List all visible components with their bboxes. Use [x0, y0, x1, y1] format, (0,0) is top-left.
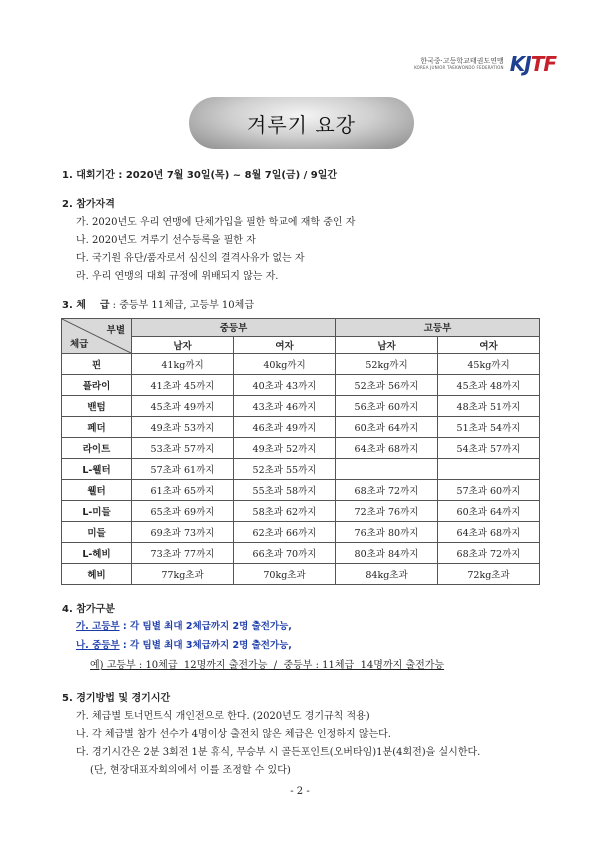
table-row [62, 459, 540, 480]
high-male-cell: 72초과 76까지 [336, 501, 438, 522]
eligibility-item: 라. 우리 연맹의 대회 규정에 위배되지 않는 자. [76, 271, 279, 282]
middle-female-cell: 70kg초과 [234, 564, 336, 585]
weight-class-name: 페더 [62, 417, 132, 438]
header-high-male: 남자 [336, 336, 438, 354]
section-3-line [62, 296, 254, 311]
logo-mark: KJTF [509, 52, 556, 76]
high-male-cell: 52kg까지 [336, 354, 438, 375]
header-middle-school: 중등부 [132, 319, 336, 337]
table-row [62, 501, 540, 522]
high-female-cell: 68초과 72까지 [438, 543, 540, 564]
high-school-label: 가. 고등부 [76, 621, 120, 632]
page-number: - 2 - [290, 786, 310, 797]
middle-male-cell: 65초과 69까지 [132, 501, 234, 522]
weight-class-name: 밴텀 [62, 396, 132, 417]
table-row [62, 375, 540, 396]
high-female-cell: 57초과 60까지 [438, 480, 540, 501]
high-female-cell: 72kg초과 [438, 564, 540, 585]
header-middle-male: 남자 [132, 336, 234, 354]
middle-male-cell: 73초과 77까지 [132, 543, 234, 564]
middle-male-cell: 45초과 49까지 [132, 396, 234, 417]
table-row [62, 543, 540, 564]
high-school-participation [76, 618, 292, 632]
table-row [62, 396, 540, 417]
weight-class-name: 헤비 [62, 564, 132, 585]
table-row [62, 480, 540, 501]
middle-school-rule: : 각 팀별 최대 3체급까지 2명 출전가능, [119, 640, 292, 651]
middle-male-cell: 61초과 65까지 [132, 480, 234, 501]
table-row [62, 354, 540, 375]
weight-class-name: 핀 [62, 354, 132, 375]
weight-class-name: 웰터 [62, 480, 132, 501]
table-corner-cell [62, 319, 132, 354]
title-banner [189, 97, 414, 149]
section-3-desc: : 중등부 11체급, 고등부 10체급 [109, 300, 254, 311]
high-male-cell: 68초과 72까지 [336, 480, 438, 501]
high-male-cell: 52초과 56까지 [336, 375, 438, 396]
high-female-cell: 64초과 68까지 [438, 522, 540, 543]
high-female-cell [438, 459, 540, 480]
weight-class-name: L-헤비 [62, 543, 132, 564]
high-female-cell: 51초과 54까지 [438, 417, 540, 438]
middle-female-cell: 55초과 58까지 [234, 480, 336, 501]
middle-female-cell: 52초과 55까지 [234, 459, 336, 480]
section-1-period: 1. 대회기간 : 2020년 7월 30일(목) ~ 8월 7일(금) / 9일간 [62, 170, 338, 181]
middle-female-cell: 62초과 66까지 [234, 522, 336, 543]
federation-logo [414, 52, 556, 76]
weight-class-name: L-웰터 [62, 459, 132, 480]
high-female-cell: 60초과 64까지 [438, 501, 540, 522]
middle-male-cell: 69초과 73까지 [132, 522, 234, 543]
eligibility-item: 다. 국기원 유단/품자로서 심신의 결격사유가 없는 자 [76, 253, 305, 264]
weight-class-table [61, 318, 540, 585]
weight-class-name: 미들 [62, 522, 132, 543]
high-female-cell: 54초과 57까지 [438, 438, 540, 459]
weight-class-name: 라이트 [62, 438, 132, 459]
high-female-cell: 48초과 51까지 [438, 396, 540, 417]
middle-female-cell: 46초과 49까지 [234, 417, 336, 438]
header-high-school: 고등부 [336, 319, 540, 337]
high-male-cell [336, 459, 438, 480]
middle-male-cell: 49초과 53까지 [132, 417, 234, 438]
middle-male-cell: 77kg초과 [132, 564, 234, 585]
middle-school-participation [76, 637, 292, 651]
middle-male-cell: 41kg까지 [132, 354, 234, 375]
table-row [62, 417, 540, 438]
participation-example: 예) 고등부 : 10체급 12명까지 출전가능 / 중등부 : 11체급 14명까지 출전가능 [90, 660, 445, 671]
high-male-cell: 84kg초과 [336, 564, 438, 585]
high-male-cell: 56초과 60까지 [336, 396, 438, 417]
high-female-cell: 45초과 48까지 [438, 375, 540, 396]
middle-female-cell: 58초과 62까지 [234, 501, 336, 522]
high-male-cell: 60초과 64까지 [336, 417, 438, 438]
logo-english-name: KOREA JUNIOR TAEKWONDO FEDERATION [414, 64, 504, 70]
eligibility-item: 나. 2020년도 겨루기 선수등록을 필한 자 [76, 235, 256, 246]
page-title: 겨루기 요강 [247, 112, 356, 137]
high-female-cell: 45kg까지 [438, 354, 540, 375]
middle-female-cell: 49초과 52까지 [234, 438, 336, 459]
table-row [62, 564, 540, 585]
competition-rule: 가. 체급별 토너먼트식 개인전으로 한다. (2020년도 경기규칙 적용) [76, 711, 370, 722]
high-male-cell: 80초과 84까지 [336, 543, 438, 564]
weight-class-name: 플라이 [62, 375, 132, 396]
middle-male-cell: 57초과 61까지 [132, 459, 234, 480]
header-middle-female: 여자 [234, 336, 336, 354]
high-male-cell: 76초과 80까지 [336, 522, 438, 543]
corner-division-label: 부별 [106, 325, 125, 336]
table-row [62, 438, 540, 459]
section-4-heading: 4. 참가구분 [62, 604, 115, 615]
weight-class-name: L-미들 [62, 501, 132, 522]
middle-school-label: 나. 중등부 [76, 640, 120, 651]
table-row [62, 522, 540, 543]
middle-male-cell: 53초과 57까지 [132, 438, 234, 459]
middle-female-cell: 40kg까지 [234, 354, 336, 375]
competition-rule-note: (단, 현장대표자회의에서 이를 조정할 수 있다) [90, 765, 291, 776]
header-high-female: 여자 [438, 336, 540, 354]
middle-female-cell: 66초과 70까지 [234, 543, 336, 564]
eligibility-item: 가. 2020년도 우리 연맹에 단체가입을 필한 학교에 재학 중인 자 [76, 217, 356, 228]
middle-male-cell: 41초과 45까지 [132, 375, 234, 396]
high-school-rule: : 각 팀별 최대 2체급까지 2명 출전가능, [119, 621, 292, 632]
section-2-heading: 2. 참가자격 [62, 199, 115, 210]
middle-female-cell: 40초과 43까지 [234, 375, 336, 396]
competition-rule: 다. 경기시간은 2분 3회전 1분 휴식, 무승부 시 골든포인트(오버타임)1분(4회전)을 실시한다. [76, 747, 481, 758]
middle-female-cell: 43초과 46까지 [234, 396, 336, 417]
corner-class-label: 체급 [70, 339, 89, 350]
logo-korean-name: 한국중·고등학교태권도연맹 [420, 57, 504, 66]
competition-rule: 나. 각 체급별 참가 선수가 4명이상 출전치 않은 체급은 인정하지 않는다. [76, 729, 391, 740]
section-3-heading: 3. 체 급 [62, 300, 110, 311]
section-5-heading: 5. 경기방법 및 경기시간 [62, 693, 171, 704]
high-male-cell: 64초과 68까지 [336, 438, 438, 459]
